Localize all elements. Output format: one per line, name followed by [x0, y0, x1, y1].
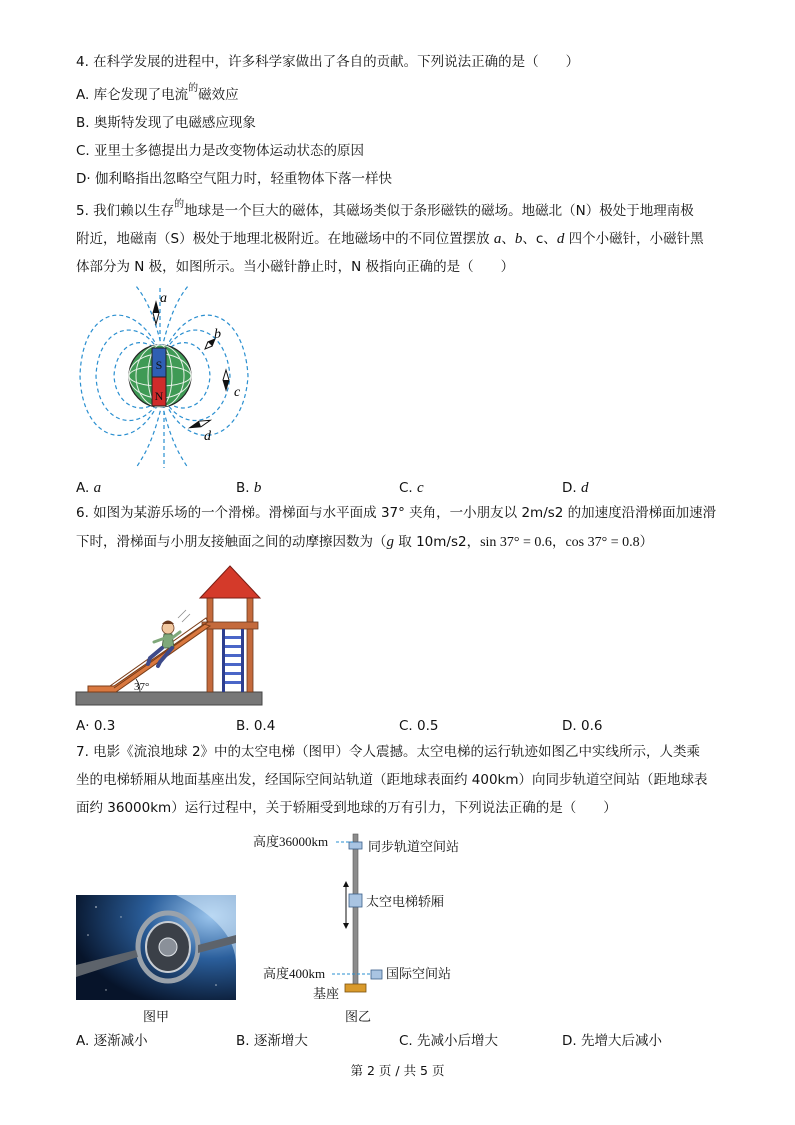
- q7-option-d: D. 先增大后减小: [562, 1033, 662, 1049]
- station-ring: [138, 913, 198, 981]
- label-base: 基座: [313, 986, 340, 1001]
- q4-option-a: A. 库仑发现了电流$^的$磁效应: [76, 83, 239, 103]
- q4-option-c: C. 亚里士多德提出力是改变物体运动状态的原因: [76, 143, 365, 159]
- label-b: b: [214, 327, 221, 342]
- tower-roof: [200, 566, 260, 598]
- label-n: N: [154, 389, 164, 403]
- q4-stem: 4. 在科学发展的进程中，许多科学家做出了各自的贡献。下列说法正确的是（ ）: [76, 54, 580, 70]
- q6-option-d: D. 0.6: [562, 718, 603, 734]
- q6-stem-line2: 下时，滑梯面与小朋友接触面之间的动摩擦因数为（g 取 10m/s2，sin 37° = 0.6，cos 37° = 0.8）: [76, 534, 654, 550]
- caption-figure-a: 图甲: [143, 1010, 170, 1025]
- q7-stem-line1: 7. 电影《流浪地球 2》中的太空电梯（图甲）令人震撼。太空电梯的运行轨迹如图乙中实线所示，人类乘: [76, 744, 701, 760]
- compass-needle-c: [223, 370, 229, 390]
- label-d: d: [204, 429, 211, 444]
- q7-stem-line3: 面约 36000km）运行过程中，关于轿厢受到地球的万有引力，下列说法正确的是（ ）: [76, 800, 617, 816]
- q5-stem-line3: 体部分为 N 极，如图所示。当小磁针静止时，N 极指向正确的是（ ）: [76, 259, 515, 275]
- ladder: [222, 629, 244, 692]
- q4-option-d: D· 伽利略指出忽略空气阻力时，轻重物体下落一样快: [76, 171, 392, 187]
- earth-magnetic-field-figure: [72, 286, 262, 468]
- label-iss: 国际空间站: [386, 966, 452, 981]
- elevator-cable: [353, 834, 358, 986]
- angle-label: 37°: [134, 681, 150, 693]
- sync-station-marker: [349, 842, 362, 849]
- q5-option-c: C. c: [399, 480, 424, 496]
- q5-option-d: D. d: [562, 480, 589, 496]
- q6-option-c: C. 0.5: [399, 718, 439, 734]
- label-c: c: [234, 385, 241, 400]
- slide-figure: [74, 562, 266, 708]
- label-sync-station: 同步轨道空间站: [368, 839, 460, 854]
- q7-option-b: B. 逐渐增大: [236, 1033, 308, 1049]
- iss-marker: [371, 970, 382, 979]
- label-a: a: [160, 291, 167, 306]
- label-elevator-car: 太空电梯轿厢: [366, 894, 445, 909]
- label-s: S: [155, 358, 163, 372]
- label-height-400: 高度400km: [263, 966, 326, 981]
- q5-option-a: A. a: [76, 480, 102, 496]
- ground: [76, 692, 262, 705]
- figure-a-space-elevator-image: [76, 895, 236, 1000]
- q6-stem-line1: 6. 如图为某游乐场的一个滑梯。滑梯面与水平面成 37° 夹角，一小朋友以 2m/s2 的加速度沿滑梯面加速滑: [76, 505, 717, 521]
- elevator-car-marker: [349, 894, 362, 907]
- caption-figure-b: 图乙: [345, 1010, 372, 1025]
- q5-option-b: B. b: [236, 480, 262, 496]
- q6-option-b: B. 0.4: [236, 718, 276, 734]
- motion-lines: [178, 610, 190, 622]
- base-marker: [345, 984, 366, 992]
- q5-stem-line2: 附近，地磁南（S）极处于地理北极附近。在地磁场中的不同位置摆放 a、b、c、d 四个小磁针，小磁针黑: [76, 231, 704, 247]
- q4-option-b: B. 奥斯特发现了电磁感应现象: [76, 115, 256, 131]
- figure-b-elevator-diagram: [250, 826, 480, 1004]
- q5-stem-line1: 5. 我们赖以生存$^的$地球是一个巨大的磁体，其磁场类似于条形磁铁的磁场。地磁北（N）极处于地理南极: [76, 199, 694, 219]
- q7-option-a: A. 逐渐减小: [76, 1033, 148, 1049]
- label-height-36000: 高度36000km: [253, 834, 329, 849]
- q7-option-c: C. 先减小后增大: [399, 1033, 499, 1049]
- q6-option-a: A· 0.3: [76, 718, 116, 734]
- page-footer: 第 2 页 / 共 5 页: [350, 1063, 445, 1078]
- q7-stem-line2: 坐的电梯轿厢从地面基座出发，经国际空间站轨道（距地球表面约 400km）向同步轨道空间站（距地球表: [76, 772, 708, 788]
